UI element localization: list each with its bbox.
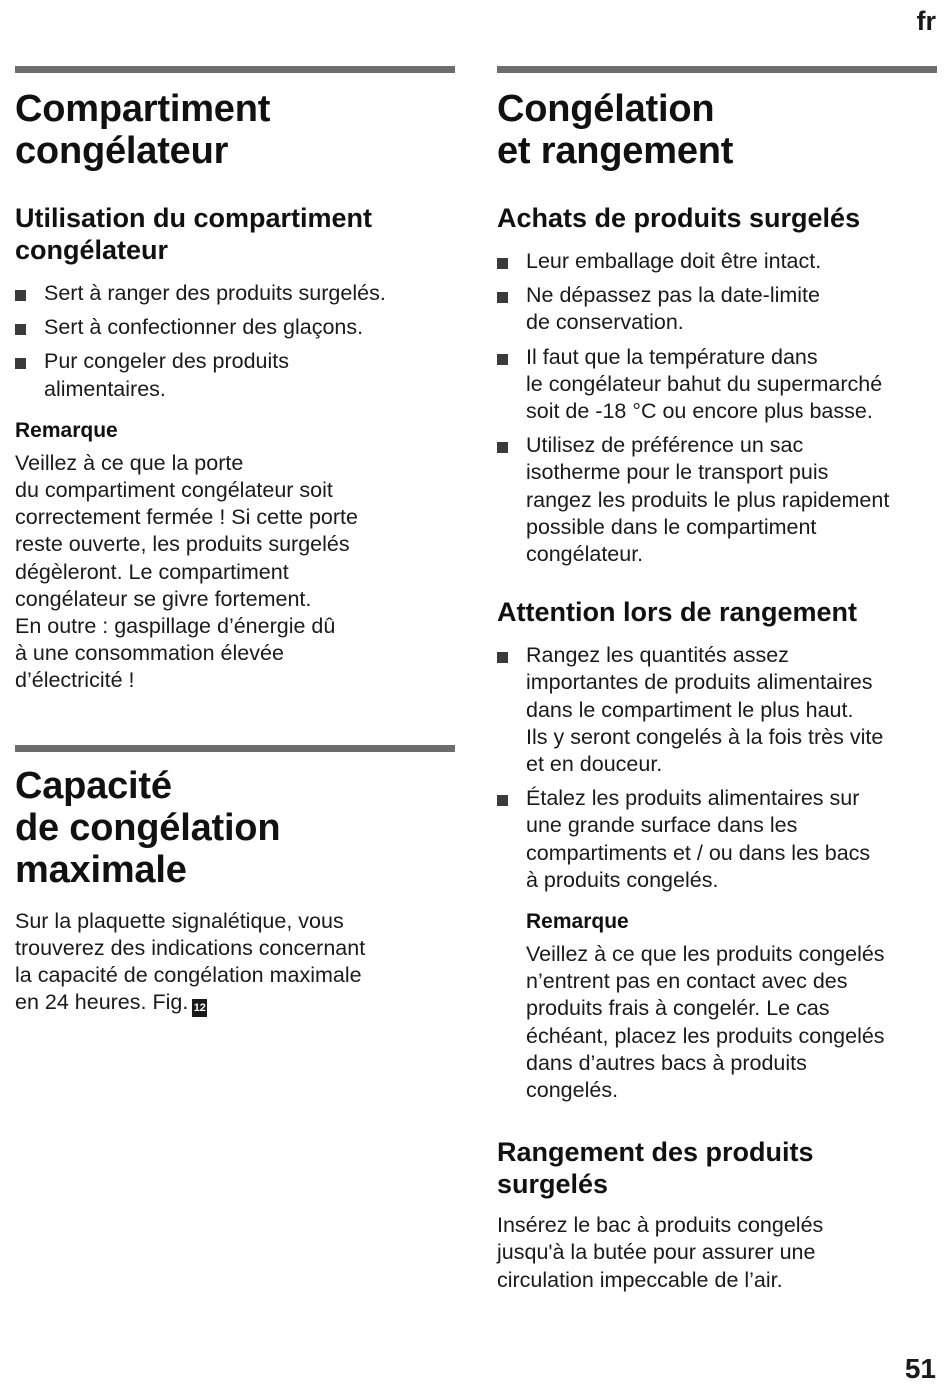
note-text: Veillez à ce que les produits congelés n’entrent pas en contact avec des produits frais à congelér. Le cas échéant, placez les produits congelés dans d’autres bacs à produits congelés. — [526, 942, 885, 1103]
list-item: Leur emballage doit être intact. — [497, 248, 937, 275]
note-title: Remarque — [15, 418, 118, 442]
list-item: Rangez les quantités assez importantes de produits alimentaires dans le compartiment le plus haut. Ils y seront congelés à la fois très vite et en douceur. — [497, 642, 937, 778]
title-line: de congélation — [15, 806, 281, 849]
section-title-freezing-storage — [497, 88, 937, 172]
subtitle-line: Rangement des produits — [497, 1137, 814, 1168]
subsection-title-attention: Attention lors de rangement — [497, 597, 858, 628]
title-line: Compartiment — [15, 88, 271, 130]
subtitle-line: congélateur — [15, 235, 169, 265]
title-line: et rangement — [497, 130, 734, 172]
capacity-text-body: Sur la plaquette signalétique, vous trouverez des indications concernant la capacité de congélation maximale en 24 heures. Fig. — [15, 908, 366, 1015]
list-item: Ne dépassez pas la date-limite de conservation. — [497, 282, 937, 336]
list-item: Pur congeler des produits alimentaires. — [15, 348, 455, 402]
page-number: 51 — [904, 1353, 936, 1384]
title-line: maximale — [15, 848, 187, 891]
subtitle-line: Utilisation du compartiment — [15, 203, 373, 233]
right-column — [497, 0, 937, 1294]
note-title: Remarque — [526, 910, 629, 934]
subsection-title-storage — [497, 1136, 937, 1200]
list-item: Étalez les produits alimentaires sur une grande surface dans les compartiments et / ou dans les bacs à produits congelés. — [497, 785, 937, 894]
title-line: Congélation — [497, 88, 715, 130]
note-text: Veillez à ce que la porte du compartiment congélateur soit correctement fermée ! Si cette porte reste ouverte, les produits surgelés dégèleront. Le compartiment congélateur se givre fortement. En outre : gaspillage d’énergie dû à une consommation élevée d’électricité ! — [15, 450, 358, 693]
figure-reference-badge: 12 — [192, 999, 207, 1017]
section-title-max-capacity — [15, 765, 455, 891]
usage-list — [15, 280, 455, 403]
subsection-title-purchase: Achats de produits surgelés — [497, 203, 861, 233]
title-line: congélateur — [15, 130, 229, 172]
attention-note — [497, 909, 937, 1104]
attention-list — [497, 642, 937, 894]
title-line: Capacité — [15, 764, 172, 807]
language-label: fr — [916, 6, 936, 36]
list-item: Sert à ranger des produits surgelés. — [15, 280, 455, 307]
list-item: Il faut que la température dans le congélateur bahut du supermarché soit de -18 °C ou encore plus basse. — [497, 344, 937, 426]
section-rule — [497, 66, 937, 73]
storage-text: Insérez le bac à produits congelés jusqu'à la butée pour assurer une circulation impeccable de l’air. — [497, 1213, 824, 1292]
left-column — [15, 0, 455, 1017]
purchase-list — [497, 248, 937, 568]
subtitle-line: surgelés — [497, 1169, 609, 1200]
section-title-freezer-compartment — [15, 88, 455, 172]
section-rule — [15, 745, 455, 752]
subsection-title-usage — [15, 202, 455, 266]
list-item: Sert à confectionner des glaçons. — [15, 314, 455, 341]
section-rule — [15, 66, 455, 73]
list-item: Utilisez de préférence un sac isotherme pour le transport puis rangez les produits le plus rapidement possible dans le compartiment congélateur. — [497, 432, 937, 568]
capacity-text — [15, 908, 455, 1018]
